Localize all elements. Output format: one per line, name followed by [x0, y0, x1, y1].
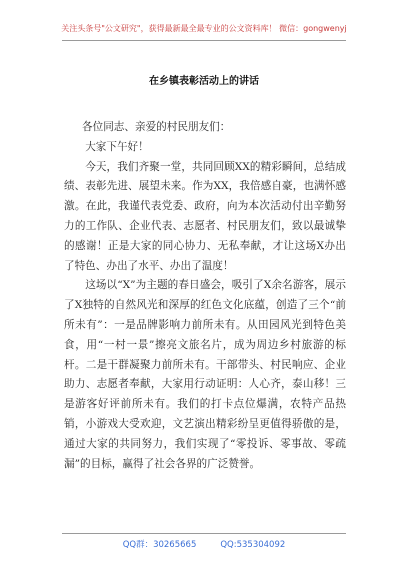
header-banner: 关注头条号"公文研究"，获得最新最全最专业的公文资料库！ 微信：gongwenyj: [61, 24, 347, 33]
body-paragraph: 今天，我们齐聚一堂，共同回顾XX的精彩瞬间，总结成绩、表彰先进、展望未来。作为XX，我倍感自豪，也满怀感激。在此，我谨代表党委、政府，向为本次活动付出辛勤努力的工作队、企业代表、志愿者、村民朋友们，致以最诚挚的感谢！正是大家的同心协力、无私奉献，才让这场X办出了特色、办出了水平、办出了温度！: [64, 160, 346, 272]
document-title: 在乡镇表彰活动上的讲话: [149, 76, 259, 87]
footer-qq-group: QQ群：30265665: [122, 540, 197, 550]
salutation-paragraph: 各位同志、亲爱的村民朋友们：: [82, 121, 231, 133]
footer-qq: QQ:535304092: [220, 540, 286, 550]
footer-divider: [62, 533, 346, 534]
document-body: [64, 118, 346, 474]
greeting-paragraph: 大家下午好！: [85, 140, 149, 153]
header-divider: [62, 40, 346, 41]
footer: [0, 538, 408, 550]
body-paragraph: 这场以“X”为主题的春日盛会，吸引了X余名游客，展示了X独特的自然风光和深厚的红色文化底蕴，创造了三个“前所未有”：一是品牌影响力前所未有。从田园风光到特色美食，用“一村一景”擦亮文旅名片，成为周边乡村旅游的标杆。二是干群凝聚力前所未有。干部带头、村民响应、企业助力、志愿者奉献，大家用行动证明：人心齐，泰山移！三是游客好评前所未有。我们的打卡点位爆满，农特产品热销，小游戏大受欢迎，文艺演出精彩纷呈更值得骄傲的是，通过大家的共同努力，我们实现了“零投诉、零事故、零疏漏”的目标，赢得了社会各界的广泛赞誉。: [64, 279, 346, 470]
